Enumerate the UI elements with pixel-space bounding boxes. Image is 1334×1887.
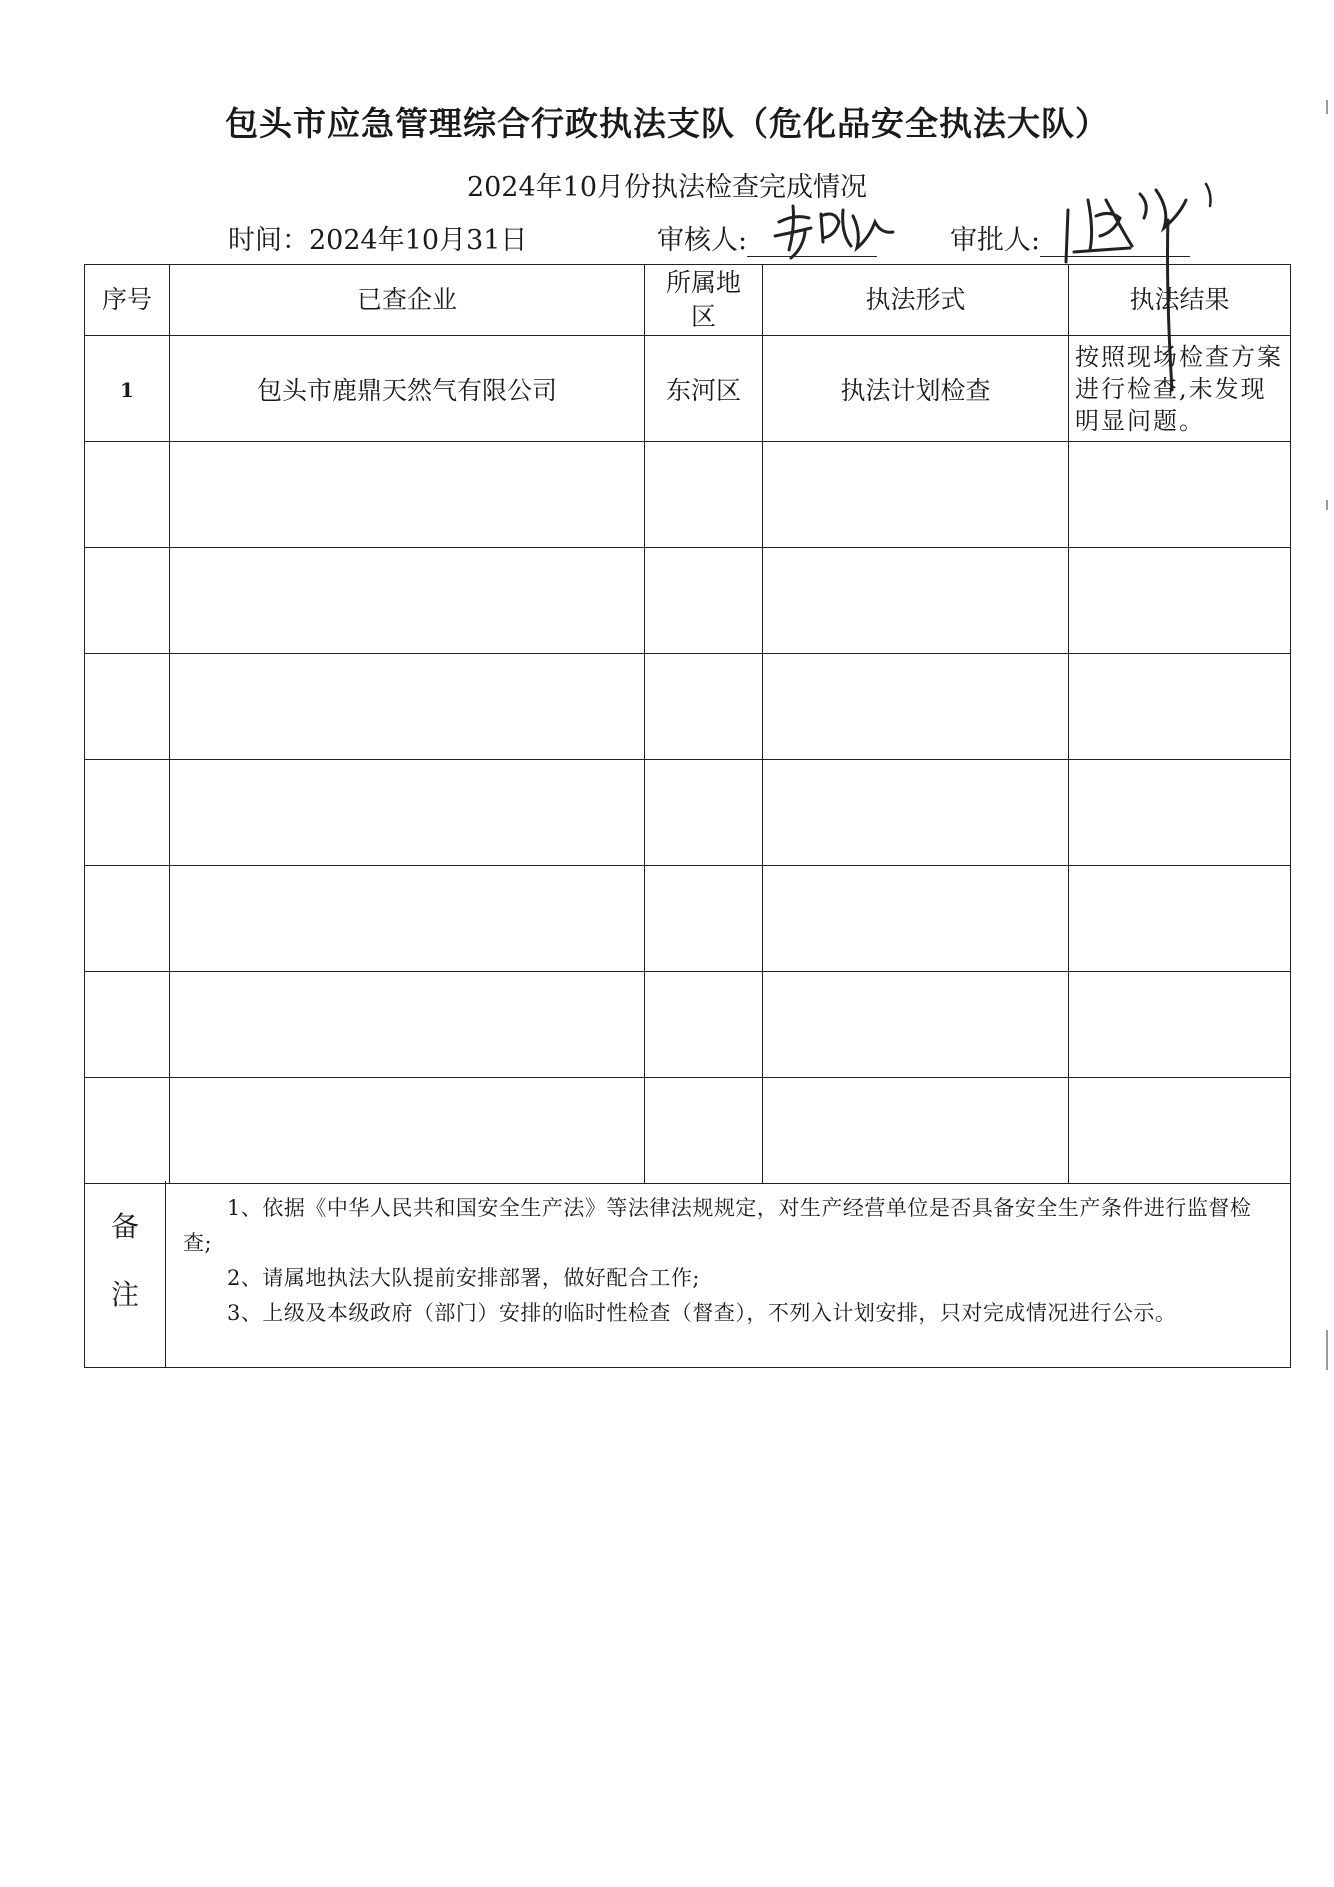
notes-label-top: 备: [111, 1210, 140, 1243]
notes-section: [84, 1181, 1291, 1368]
reviewer-label: 审核人:: [657, 225, 748, 256]
inspection-date: 时间：2024年10月31日: [228, 225, 528, 256]
notes-body: [183, 1191, 1278, 1331]
header-seq: 序号: [85, 265, 170, 336]
cell-result: [1069, 336, 1291, 442]
scan-artifact: [1326, 1330, 1328, 1370]
table-row-empty: [85, 760, 1291, 866]
cell-region: 东河区: [645, 336, 763, 442]
approver-label: 审批人:: [950, 225, 1041, 256]
note-item: 2、请属地执法大队提前安排部署，做好配合工作;: [227, 1266, 700, 1290]
header-region-text: 所属地区: [665, 268, 741, 331]
scan-artifact: [1326, 500, 1328, 510]
table-row-empty: [85, 1078, 1291, 1184]
table-row-empty: [85, 654, 1291, 760]
table-row-empty: [85, 442, 1291, 548]
table-row-empty: [85, 548, 1291, 654]
header-result: 执法结果: [1069, 265, 1291, 336]
document-title: 包头市应急管理综合行政执法支队（危化品安全执法大队）: [225, 104, 1109, 143]
note-item: 1、依据《中华人民共和国安全生产法》等法律法规规定，对生产经营单位是否具备安全生产条件进行监督检查;: [183, 1196, 1252, 1255]
table-row-empty: [85, 866, 1291, 972]
notes-label-bottom: 注: [111, 1278, 140, 1311]
row-result: 按照现场检查方案进行检查,未发现明显问题。: [1075, 342, 1283, 435]
cell-seq: [85, 336, 170, 442]
header-form: 执法形式: [763, 265, 1069, 336]
header-company: 已查企业: [170, 265, 645, 336]
cell-company: 包头市鹿鼎天然气有限公司: [170, 336, 645, 442]
table-row-empty: [85, 972, 1291, 1078]
scan-artifact: [1326, 100, 1328, 114]
notes-label: [85, 1181, 166, 1367]
table-row: [85, 336, 1291, 442]
reviewer-signature: [765, 192, 915, 266]
header-region: [645, 265, 763, 336]
cell-form: 执法计划检查: [763, 336, 1069, 442]
document-subtitle: 2024年10月份执法检查完成情况: [466, 172, 868, 203]
note-item: 3、上级及本级政府（部门）安排的临时性检查（督查），不列入计划安排，只对完成情况进行公示。: [227, 1301, 1177, 1325]
row-seq: 1: [120, 378, 134, 402]
table-header-row: [85, 265, 1291, 336]
inspection-table: [84, 264, 1291, 1184]
